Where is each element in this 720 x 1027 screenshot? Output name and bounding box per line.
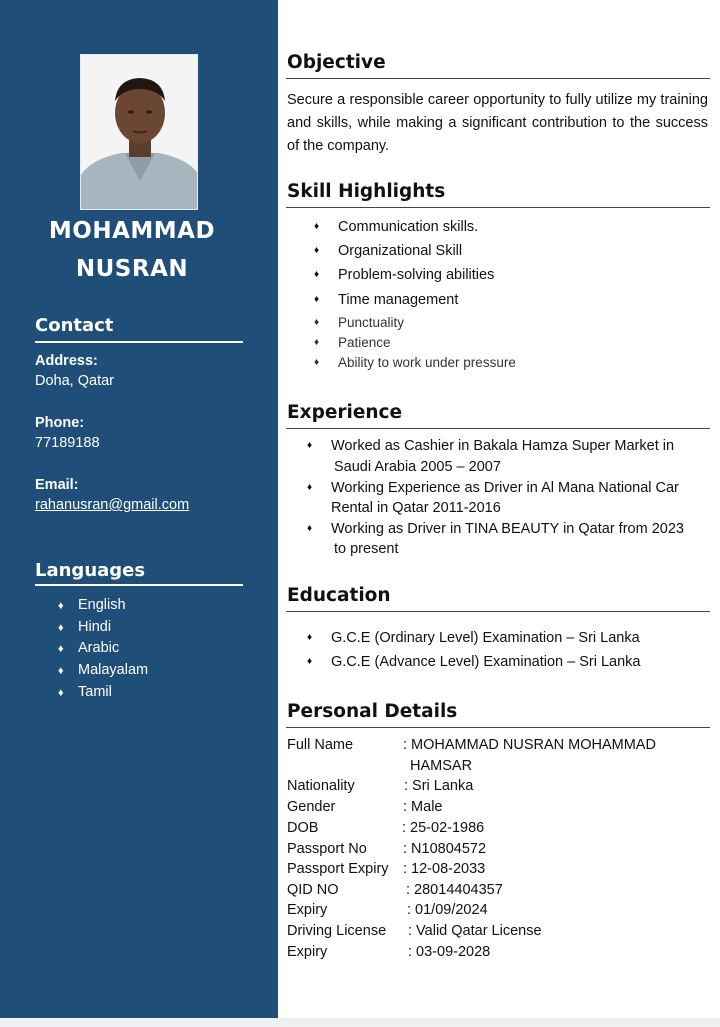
- profile-photo-image: [81, 55, 198, 210]
- skill-item: [314, 243, 463, 259]
- experience-item-cont: Saudi Arabia 2005 – 2007: [334, 459, 501, 475]
- phone-value: 77189188: [35, 435, 100, 451]
- objective-text: Secure a responsible career opportunity to fully utilize my training and skills, while making a significant contribution to the success of the company.: [287, 92, 708, 154]
- experience-item-cont: Rental in Qatar 2011-2016: [331, 500, 501, 516]
- language-item: [58, 684, 112, 700]
- language-label: Hindi: [78, 619, 112, 635]
- diamond-bullet-icon: ♦: [307, 482, 313, 493]
- contact-divider: [35, 341, 243, 343]
- languages-divider: [35, 584, 243, 586]
- language-item: [58, 597, 126, 613]
- skill-item: [314, 355, 516, 370]
- detail-value: : Valid Qatar License: [408, 923, 542, 939]
- experience-item: [307, 438, 675, 454]
- diamond-bullet-icon: ♦: [58, 643, 64, 655]
- languages-heading: Languages: [35, 560, 146, 581]
- detail-label: Gender: [287, 799, 336, 815]
- diamond-bullet-icon: ♦: [314, 294, 320, 305]
- detail-label: Expiry: [287, 944, 328, 960]
- education-item: [307, 630, 640, 646]
- skill-item: [314, 315, 405, 330]
- language-item: [58, 640, 119, 656]
- experience-heading: Experience: [287, 402, 403, 423]
- diamond-bullet-icon: ♦: [58, 600, 64, 612]
- contact-heading: Contact: [35, 315, 114, 336]
- diamond-bullet-icon: ♦: [58, 665, 64, 677]
- detail-label: Expiry: [287, 902, 328, 918]
- education-divider: [286, 611, 710, 612]
- education-heading: Education: [287, 585, 391, 606]
- detail-label: Nationality: [287, 778, 355, 794]
- detail-label: Full Name: [287, 737, 354, 753]
- profile-photo: [80, 54, 198, 210]
- skill-label: Communication skills.: [338, 219, 479, 235]
- language-label: English: [78, 597, 126, 613]
- objective-divider: [286, 78, 710, 79]
- address-label: Address:: [35, 353, 98, 369]
- page-footer-strip: [0, 1018, 720, 1027]
- diamond-bullet-icon: ♦: [314, 245, 320, 256]
- detail-label: Driving License: [287, 923, 387, 939]
- personal-divider: [286, 727, 710, 728]
- language-label: Arabic: [78, 640, 120, 656]
- address-value: Doha, Qatar: [35, 373, 114, 389]
- detail-value: : Male: [403, 799, 443, 815]
- diamond-bullet-icon: ♦: [58, 622, 64, 634]
- detail-value: : 25-02-1986: [402, 820, 485, 836]
- experience-line: Working as Driver in TINA BEAUTY in Qatar from 2023: [331, 521, 684, 537]
- language-item: [58, 662, 148, 678]
- diamond-bullet-icon: ♦: [307, 632, 313, 643]
- skills-heading: Skill Highlights: [287, 181, 446, 202]
- detail-label: Passport Expiry: [287, 861, 389, 877]
- skill-item: [314, 267, 495, 283]
- diamond-bullet-icon: ♦: [307, 440, 313, 451]
- diamond-bullet-icon: ♦: [307, 523, 313, 534]
- detail-label: QID NO: [287, 882, 339, 898]
- sidebar: [0, 0, 278, 1018]
- detail-value: : 01/09/2024: [407, 902, 488, 918]
- skill-item: [314, 335, 391, 350]
- education-label: G.C.E (Ordinary Level) Examination – Sri Lanka: [331, 630, 640, 646]
- email-link[interactable]: rahanusran@gmail.com: [35, 497, 190, 513]
- diamond-bullet-icon: ♦: [314, 317, 320, 328]
- skill-label: Punctuality: [338, 315, 405, 330]
- diamond-bullet-icon: ♦: [314, 337, 320, 348]
- detail-value: : N10804572: [403, 841, 487, 857]
- education-item: [307, 654, 641, 670]
- diamond-bullet-icon: ♦: [307, 656, 313, 667]
- skill-item: [314, 292, 459, 308]
- detail-value: : 28014404357: [406, 882, 503, 898]
- email-label: Email:: [35, 477, 79, 493]
- experience-line: Worked as Cashier in Bakala Hamza Super Market in: [331, 438, 675, 454]
- experience-item: [307, 480, 679, 496]
- objective-heading: Objective: [287, 52, 386, 73]
- detail-value-cont: HAMSAR: [410, 758, 473, 774]
- phone-label: Phone:: [35, 415, 85, 431]
- detail-label: Passport No: [287, 841, 367, 857]
- skills-divider: [286, 207, 710, 208]
- experience-divider: [286, 428, 710, 429]
- detail-label: DOB: [287, 820, 319, 836]
- experience-item: [307, 521, 684, 537]
- diamond-bullet-icon: ♦: [314, 221, 320, 232]
- experience-line: Working Experience as Driver in Al Mana National Car: [331, 480, 679, 496]
- skill-item: [314, 219, 479, 235]
- skill-label: Patience: [338, 335, 391, 350]
- personal-heading: Personal Details: [287, 701, 458, 722]
- education-label: G.C.E (Advance Level) Examination – Sri Lanka: [331, 654, 641, 670]
- experience-item-cont: to present: [334, 541, 399, 557]
- skill-label: Ability to work under pressure: [338, 355, 516, 370]
- skill-label: Organizational Skill: [338, 243, 463, 259]
- diamond-bullet-icon: ♦: [58, 687, 64, 699]
- diamond-bullet-icon: ♦: [314, 357, 320, 368]
- language-item: [58, 619, 111, 635]
- language-label: Tamil: [78, 684, 112, 700]
- detail-value: : Sri Lanka: [404, 778, 474, 794]
- detail-value: : 03-09-2028: [408, 944, 491, 960]
- detail-value: : MOHAMMAD NUSRAN MOHAMMAD: [403, 737, 656, 753]
- detail-value: : 12-08-2033: [403, 861, 486, 877]
- candidate-first-name: MOHAMMAD: [48, 218, 216, 244]
- language-label: Malayalam: [78, 662, 149, 678]
- skill-label: Problem-solving abilities: [338, 267, 495, 283]
- candidate-last-name: NUSRAN: [75, 256, 189, 282]
- skill-label: Time management: [338, 292, 459, 308]
- diamond-bullet-icon: ♦: [314, 269, 320, 280]
